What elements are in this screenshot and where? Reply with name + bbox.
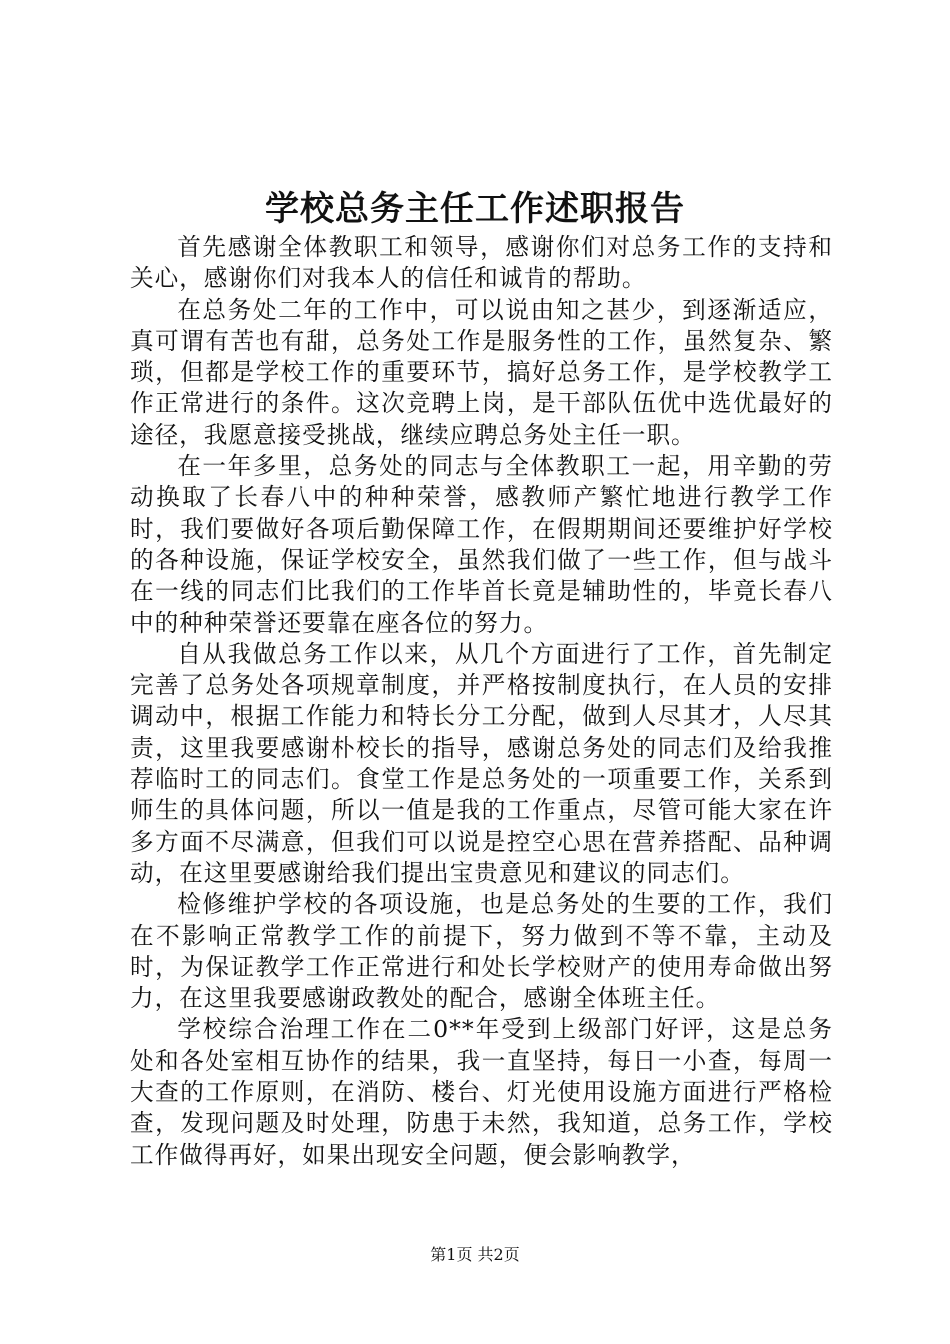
- paragraph: 在总务处二年的工作中，可以说由知之甚少，到逐渐适应，真可谓有苦也有甜，总务处工作是服务性的工作，虽然复杂、繁琐，但都是学校工作的重要环节，搞好总务工作，是学校教学工作正常进行的条件。这次竞聘上岗，是干部队伍优中选优最好的途径，我愿意接受挑战，继续应聘总务处主任一职。: [130, 295, 833, 449]
- paragraph: 检修维护学校的各项设施，也是总务处的生要的工作，我们在不影响正常教学工作的前提下，努力做到不等不靠，主动及时，为保证教学工作正常进行和处长学校财产的使用寿命做出努力，在这里我要感谢政教处的配合，感谢全体班主任。: [130, 890, 833, 1013]
- document-body: [130, 232, 833, 1171]
- paragraph: 学校综合治理工作在二0**年受到上级部门好评，这是总务处和各处室相互协作的结果，我一直坚持，每日一小查，每周一大查的工作原则，在消防、楼台、灯光使用设施方面进行严格检查，发现问题及时处理，防患于未然，我知道，总务工作，学校工作做得再好，如果出现安全问题，便会影响教学，: [130, 1015, 833, 1169]
- paragraph: 在一年多里，总务处的同志与全体教职工一起，用辛勤的劳动换取了长春八中的种种荣誉，感教师产繁忙地进行教学工作时，我们要做好各项后勤保障工作，在假期期间还要维护好学校的各种设施，保证学校安全，虽然我们做了一些工作，但与战斗在一线的同志们比我们的工作毕首长竟是辅助性的，毕竟长春八中的种种荣誉还要靠在座各位的努力。: [130, 452, 833, 637]
- paragraph: 首先感谢全体教职工和领导，感谢你们对总务工作的支持和关心，感谢你们对我本人的信任和诚肯的帮助。: [130, 233, 833, 293]
- document-title: 学校总务主任工作述职报告: [265, 189, 685, 229]
- page-footer: 第1页 共2页: [430, 1245, 520, 1264]
- paragraph: 自从我做总务工作以来，从几个方面进行了工作，首先制定完善了总务处各项规章制度，并严格按制度执行，在人员的安排调动中，根据工作能力和特长分工分配，做到人尽其才，人尽其责，这里我要感谢朴校长的指导，感谢总务处的同志们及给我推荐临时工的同志们。食堂工作是总务处的一项重要工作，关系到师生的具体问题，所以一值是我的工作重点，尽管可能大家在许多方面不尽满意，但我们可以说是控空心思在营养搭配、品种调动，在这里要感谢给我们提出宝贵意见和建议的同志们。: [130, 639, 833, 887]
